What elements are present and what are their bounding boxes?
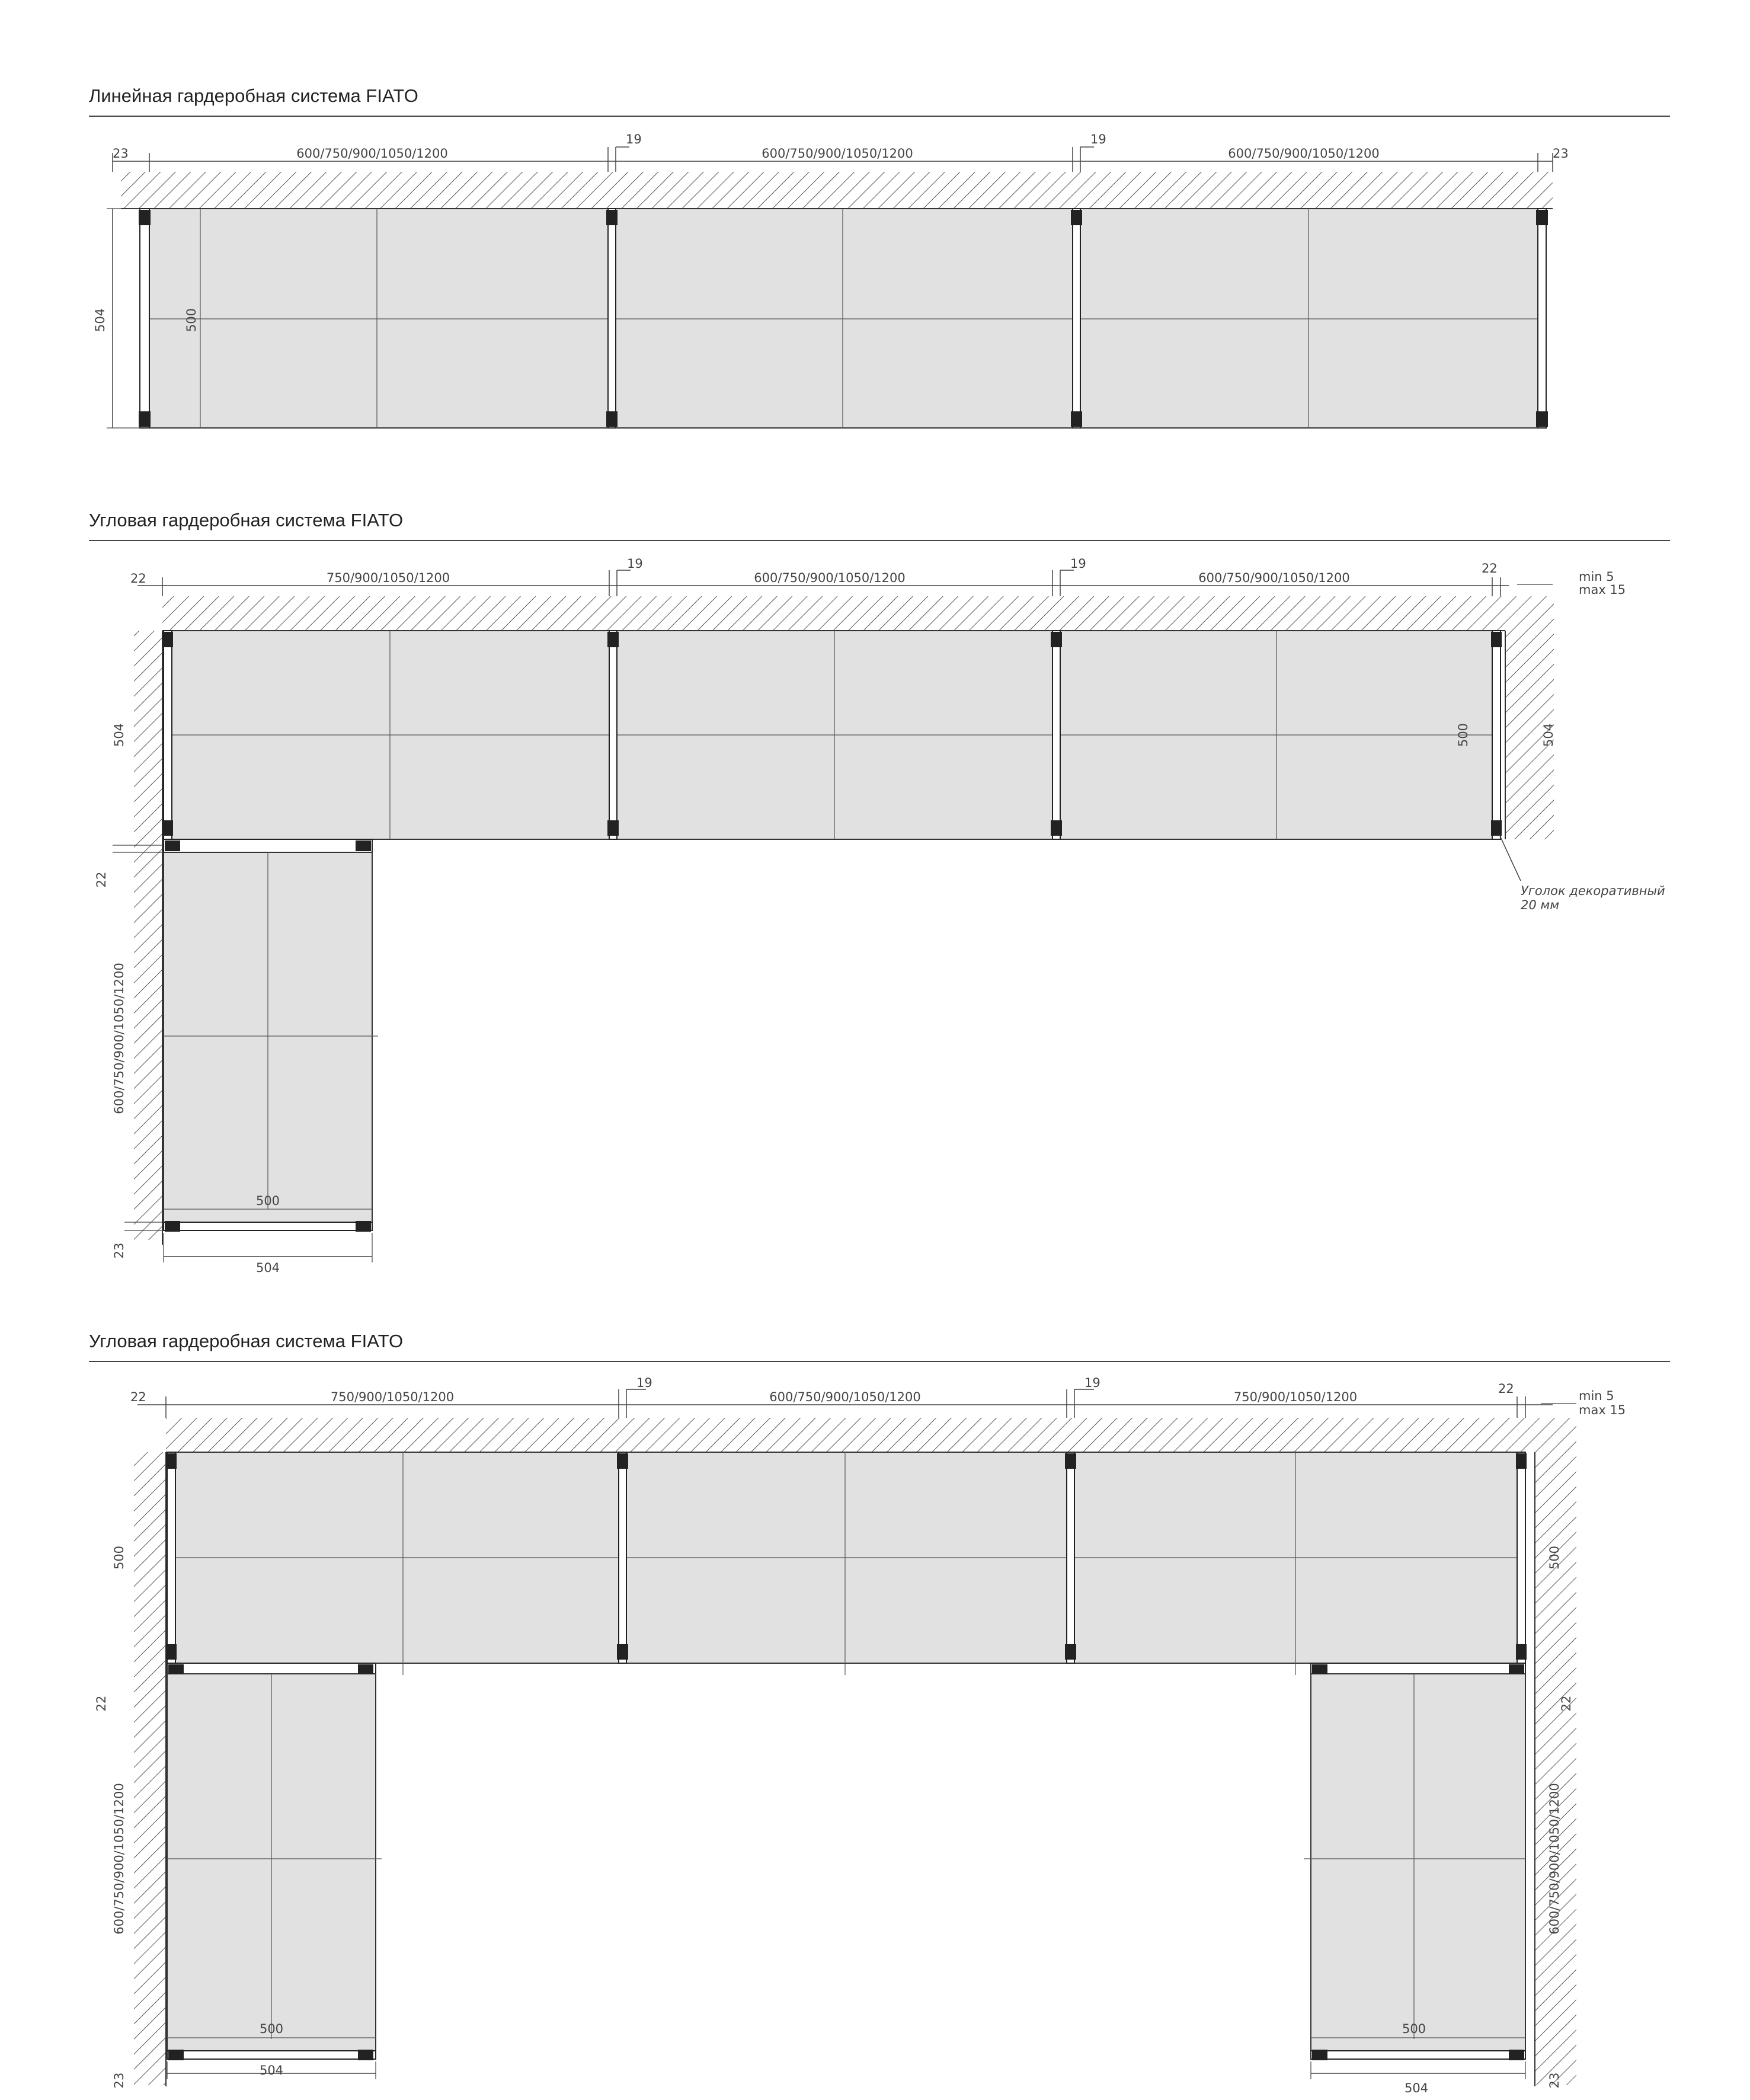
shelf-bar [167,1663,376,1674]
dim-divider-2: 19 [1070,557,1086,571]
upright [1073,209,1080,428]
shelf-bar [1311,1663,1525,1674]
wall-hatch [121,172,1553,209]
dim-side-length: 600/750/900/1050/1200 [112,963,126,1114]
dim-segment-1: 600/750/900/1050/1200 [296,146,448,161]
dim-segment-3: 600/750/900/1050/1200 [1228,146,1380,161]
wall-hatch [162,596,1554,631]
dim-end-left: 22 [130,1390,146,1404]
dim-segment-2: 600/750/900/1050/1200 [769,1390,921,1404]
shelf-bar [1311,2051,1525,2059]
dim-wall-gap-max: max 15 [1579,1403,1626,1417]
upright [164,631,172,839]
shelf-bar [167,2051,376,2059]
section-title-corner-u: Угловая гардеробная система FIATO [89,1331,404,1351]
dim-segment-1: 750/900/1050/1200 [330,1390,455,1404]
wardrobe-module [1311,1674,1525,2051]
wardrobe-module [616,209,1073,428]
dim-segment-2: 600/750/900/1050/1200 [754,571,906,585]
dim-depth-outer: 504 [112,723,126,747]
wall-hatch [166,1418,1576,1452]
upright [1538,209,1546,428]
dim-right-side-inner: 500 [1402,2022,1426,2036]
dim-side-inner: 500 [255,1194,280,1208]
dim-bottom-gap: 23 [112,1242,126,1259]
dim-side-length-right: 600/750/900/1050/1200 [1547,1783,1562,1935]
shelf-bar [164,1222,372,1230]
wardrobe-module [1080,209,1538,428]
dim-divider-1: 19 [627,557,643,571]
dim-segment-1: 750/900/1050/1200 [326,571,450,585]
upright [608,209,616,428]
dim-divider-2: 19 [1084,1376,1100,1390]
dim-side-gap-right: 22 [1559,1695,1573,1712]
dim-end-left: 23 [113,146,129,161]
corner-note-line1: Уголок декоративный [1521,884,1665,898]
dim-end-left: 22 [130,571,146,586]
upright [140,209,149,428]
corner-l-system [94,557,1665,1275]
upright [1067,1452,1074,1663]
dim-wall-gap-min: min 5 [1579,570,1614,584]
dim-end-right: 23 [1553,146,1569,161]
dim-wall-gap-max: max 15 [1579,583,1626,597]
dim-bottom-gap-left: 23 [112,2072,126,2089]
section-title-linear: Линейная гардеробная система FIATO [89,85,418,106]
linear-system [93,132,1569,428]
dim-depth-inner: 500 [112,1545,126,1570]
upright [1492,631,1501,839]
upright [1517,1452,1525,1663]
dim-right-side-outer: 504 [1404,2081,1429,2095]
dim-end-right: 22 [1498,1382,1514,1396]
dim-side-gap-left: 22 [94,1695,108,1712]
dim-side-gap: 22 [94,871,108,888]
dim-depth-inner: 500 [184,308,199,333]
wall-hatch [134,631,162,1240]
upright [619,1452,626,1663]
dim-depth-inner: 500 [1456,723,1470,747]
wardrobe-module [149,209,608,428]
dim-depth-outer-right: 504 [1541,723,1556,747]
dim-side-length-left: 600/750/900/1050/1200 [112,1783,126,1935]
dim-segment-3: 750/900/1050/1200 [1233,1390,1358,1404]
dim-end-right: 22 [1482,561,1498,576]
section-title-corner-l: Угловая гардеробная система FIATO [89,510,404,530]
dim-depth-outer: 504 [93,308,107,333]
upright [167,1452,175,1663]
dim-bottom-gap-right: 23 [1547,2072,1562,2089]
shelf-bar [164,839,372,852]
dim-left-side-outer: 504 [259,2063,284,2077]
dim-divider-1: 19 [626,132,642,146]
dim-left-side-inner: 500 [259,2022,284,2036]
dim-segment-2: 600/750/900/1050/1200 [762,146,913,161]
corner-u-system [94,1376,1626,2095]
wall-hatch [134,1452,166,2085]
dim-segment-3: 600/750/900/1050/1200 [1198,571,1350,585]
dim-divider-1: 19 [636,1376,652,1390]
dim-side-outer: 504 [255,1261,280,1275]
upright [609,631,617,839]
dim-divider-2: 19 [1090,132,1106,146]
dim-wall-gap-min: min 5 [1579,1389,1614,1403]
corner-note-line2: 20 мм [1521,898,1560,912]
dim-depth-inner-right: 500 [1547,1545,1562,1570]
upright [1052,631,1060,839]
